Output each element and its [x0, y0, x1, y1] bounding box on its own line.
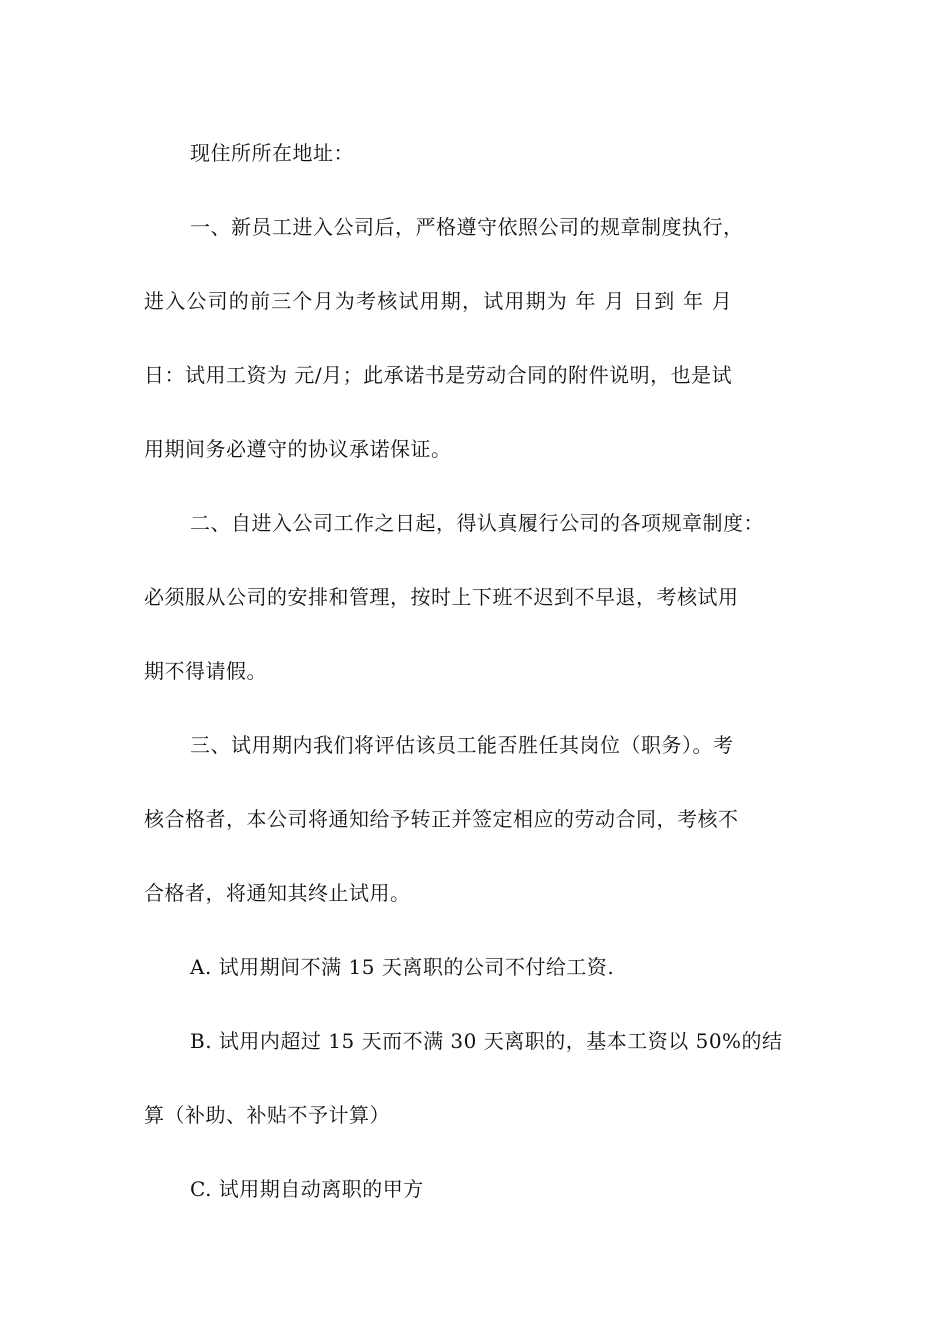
item-c-line: C. 试用期自动离职的甲方: [190, 1177, 424, 1201]
clause-1-line-1: 一、新员工进入公司后，严格遵守依照公司的规章制度执行，: [190, 215, 744, 239]
clause-2-line-2: 必须服从公司的安排和管理，按时上下班不迟到不早退，考核试用: [144, 585, 739, 609]
item-a-line: A. 试用期间不满 15 天离职的公司不付给工资.: [190, 955, 615, 979]
clause-2-line-1: 二、自进入公司工作之日起，得认真履行公司的各项规章制度：: [190, 511, 764, 535]
clause-3-line-1: 三、试用期内我们将评估该员工能否胜任其岗位（职务）。考: [190, 733, 734, 757]
clause-1-line-2: 进入公司的前三个月为考核试用期，试用期为 年 月 日到 年 月: [144, 289, 733, 313]
clause-1-line-3: 日：试用工资为 元/月；此承诺书是劳动合同的附件说明，也是试: [144, 363, 733, 387]
clause-2-line-3: 期不得请假。: [144, 659, 267, 683]
clause-3-line-3: 合格者，将通知其终止试用。: [144, 881, 411, 905]
item-b-line-1: B. 试用内超过 15 天而不满 30 天离职的，基本工资以 50%的结: [190, 1029, 783, 1053]
clause-1-line-4: 用期间务必遵守的协议承诺保证。: [144, 437, 452, 461]
clause-3-line-2: 核合格者，本公司将通知给予转正并签定相应的劳动合同，考核不: [144, 807, 739, 831]
item-b-line-2: 算（补助、补贴不予计算）: [144, 1103, 390, 1127]
address-line: 现住所所在地址：: [190, 141, 354, 165]
